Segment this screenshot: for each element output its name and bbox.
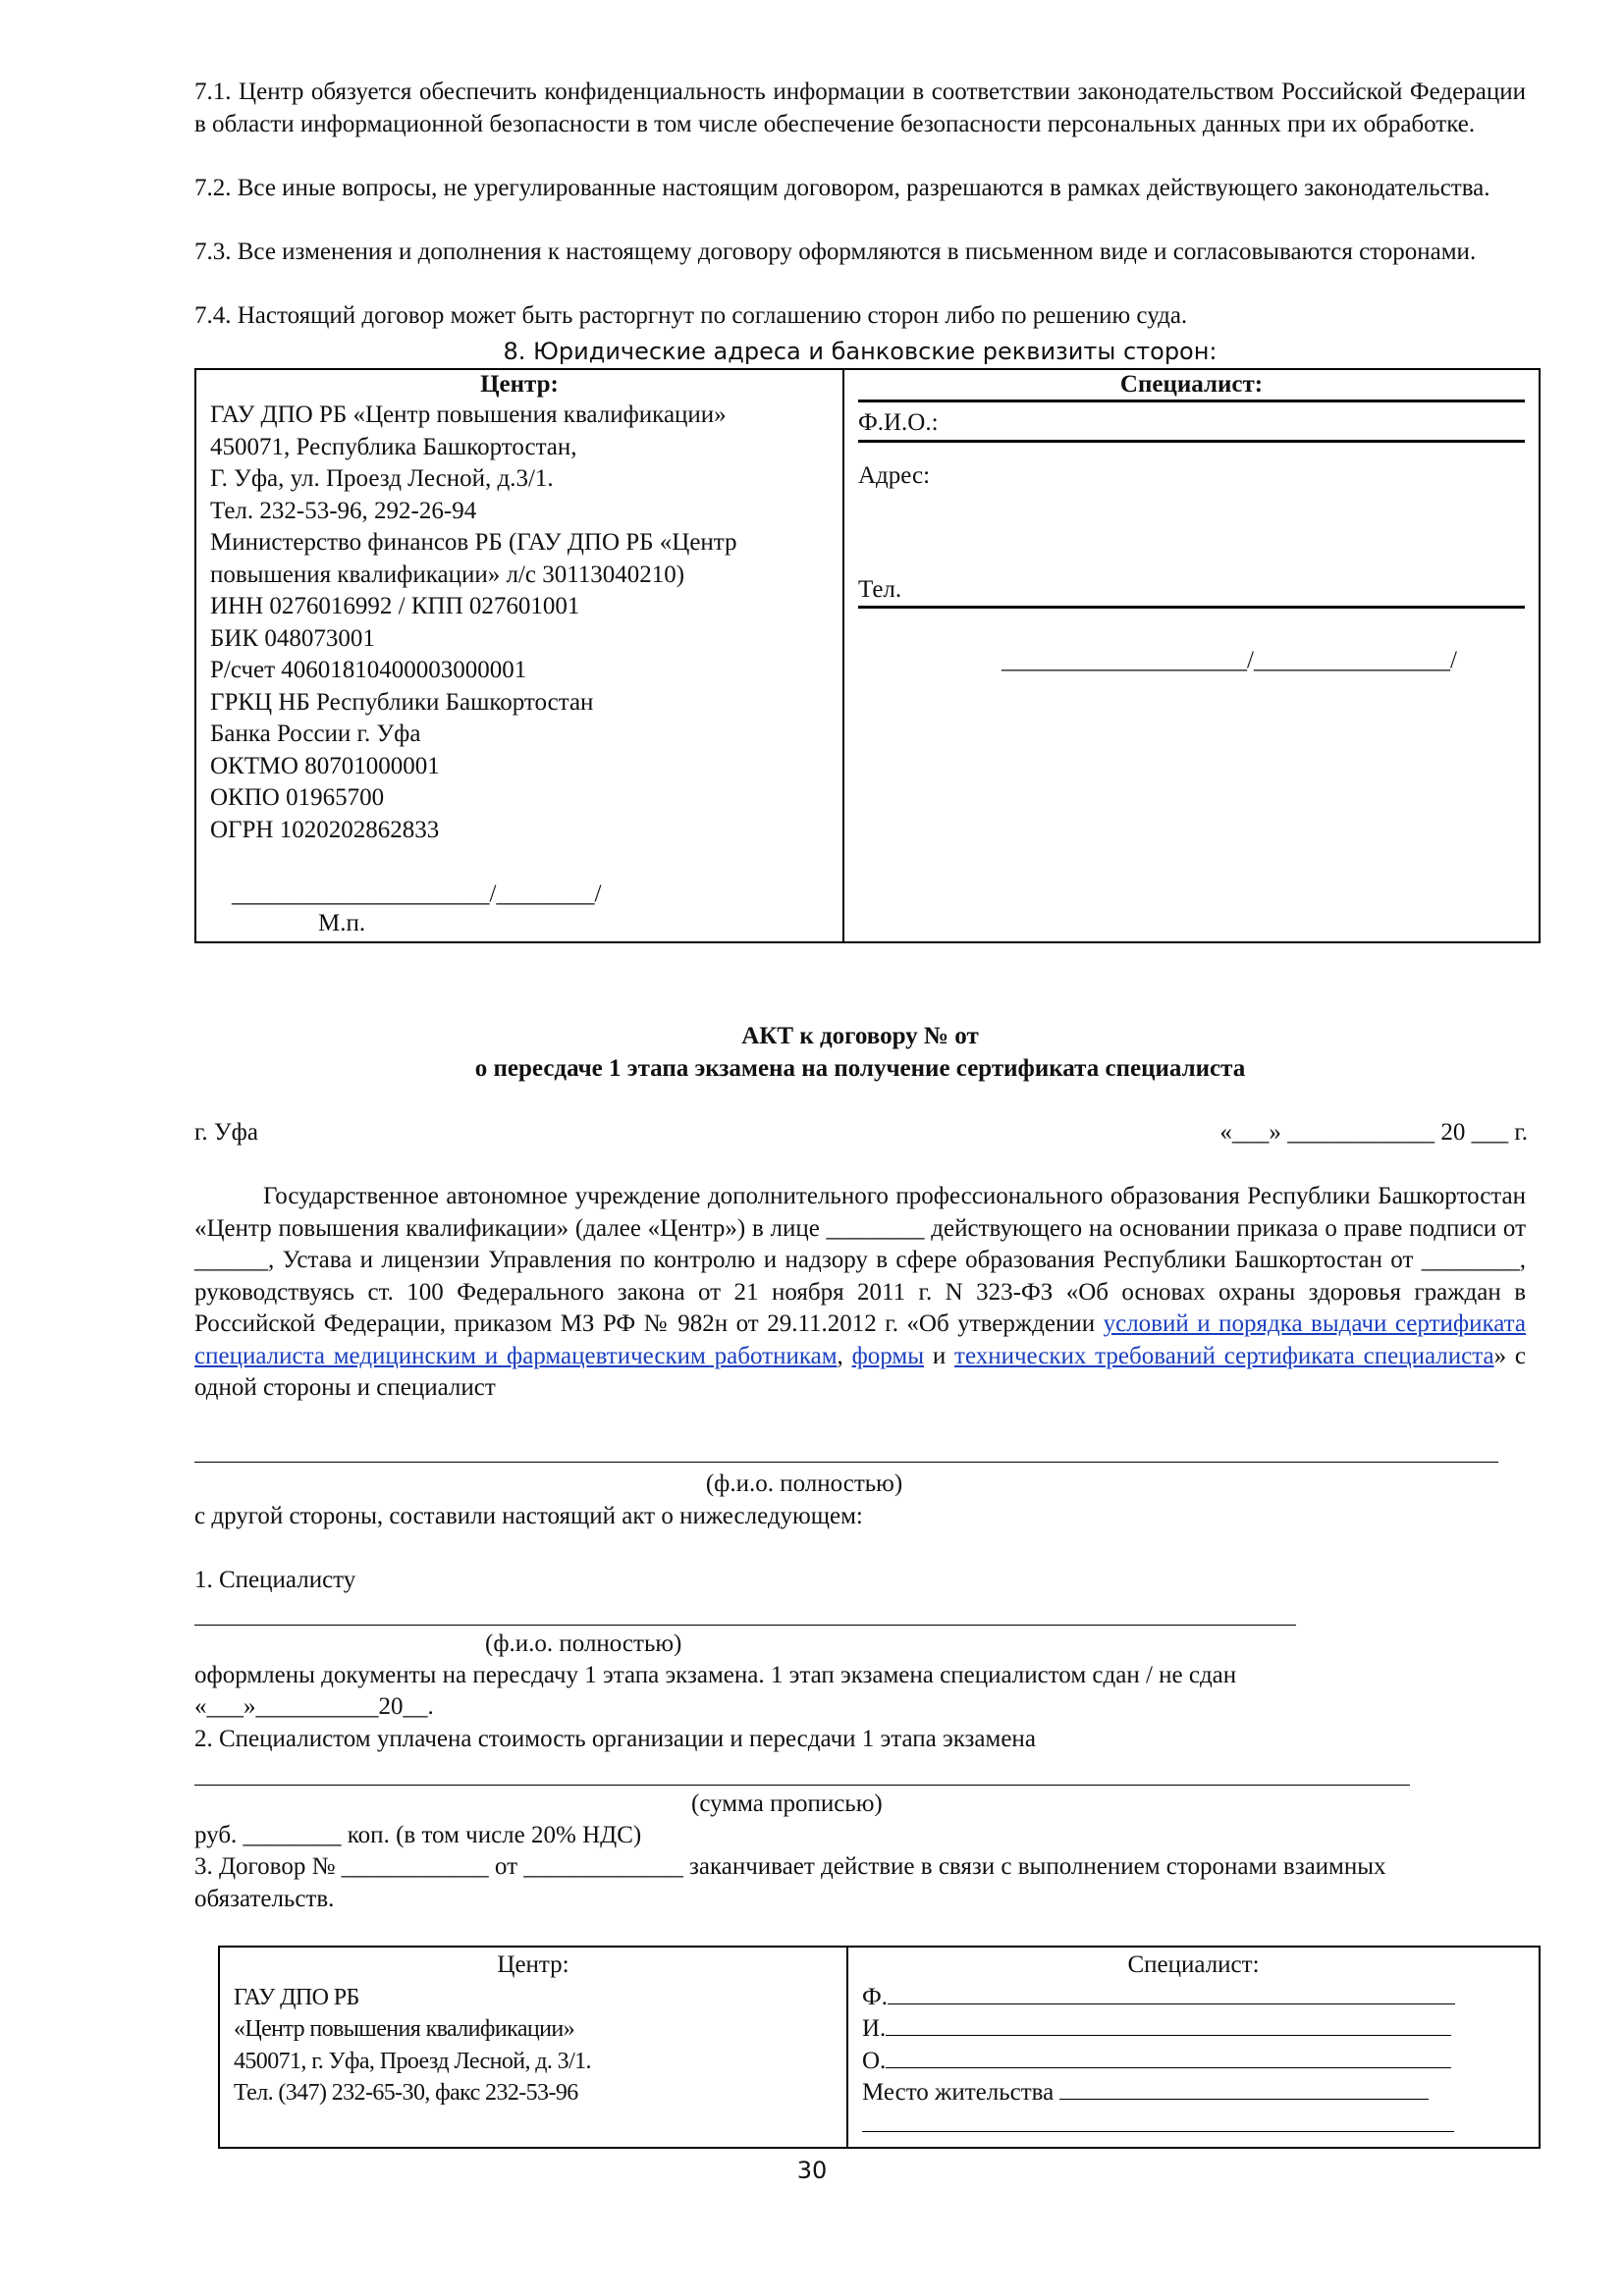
center-signature-cell [219,1947,847,2148]
link-form[interactable]: формы [851,1342,925,1369]
sig-center-line: «Центр повышения квалификации» [234,2016,575,2042]
act-subtitle: о пересдаче 1 этапа экзамена на получение сертификата специалиста [474,1055,1246,1082]
center-title: Центр: [480,371,559,398]
clause-7-3: 7.3. Все изменения и дополнения к настоящему договору оформляются в письменном виде и согласовываются сторонами. [194,239,1477,265]
sum-line [194,1785,1410,1786]
link-separator: , [837,1342,852,1369]
sig-spec-title: Специалист: [1127,1951,1260,1978]
fio-caption: (ф.и.о. полностью) [705,1470,903,1497]
item-1-text: оформлены документы на пересдачу 1 этапа экзамена. 1 этап экзамена специалистом сдан / не сдан [194,1662,1237,1688]
link-separator: и [924,1342,955,1369]
sig-center-line: 450071, г. Уфа, Проезд Лесной, д. 3/1. [234,2048,591,2074]
act-intro-text: Государственное автономное учреждение дополнительного профессионального образования Республики Башкортостан «Центр повышения квалификации» (далее «Центр») в лице ________ действующего на основании приказа о праве подписи от ______, Устава и лицензии Управления по контролю и надзору в сфере образования Республики Башкортостан от ________, руководствуясь ст. 100 Федерального закона от 21 ноября 2011 г. N 323-ФЗ «Об основах охраны здоровья граждан в Российской Федерации, приказом МЗ РФ № 982н от 29.11.2012 г. «Об утверждении [194,1183,1526,1337]
specialist-requisites-cell [843,369,1540,942]
sig-f-line [888,2003,1455,2004]
center-requisite-line: ОКПО 01965700 [210,784,385,811]
signature-table [218,1946,1541,2149]
specialist-fio-field: Ф.И.О.: [858,402,1525,443]
sig-i-line [886,2035,1451,2036]
center-requisite-line: Банка России г. Уфа [210,721,421,747]
center-requisite-line: ГАУ ДПО РБ «Центр повышения квалификации» [210,401,727,428]
section-8-heading: 8. Юридические адреса и банковские реквизиты сторон: [503,338,1218,365]
sum-caption: (сумма прописью) [691,1790,883,1817]
act-title: АКТ к договору № от [741,1023,979,1049]
item-1-label: 1. Специалисту [194,1567,356,1593]
specialist-signature-cell [847,1947,1540,2148]
rub-line: руб. ________ коп. (в том числе 20% НДС) [194,1822,642,1848]
clause-7-2: 7.2. Все иные вопросы, не урегулированные настоящим договором, разрешаются в рамках действующего законодательства. [194,175,1490,201]
sig-residence-row [862,2077,1525,2109]
center-requisite-line: 450071, Республика Башкортостан, [210,433,577,460]
center-requisite-line: Тел. 232-53-96, 292-26-94 [210,497,477,524]
item-1-date: «___»__________20__. [194,1693,434,1720]
act-date: «___» ____________ 20 ___ г. [1219,1119,1528,1146]
specialist-title: Специалист: [858,370,1525,402]
center-signature-line: _____________________/________/ [232,881,602,907]
act-intro-paragraph [194,1181,1526,1405]
other-side-text: с другой стороны, составили настоящий акт о нижеследующем: [194,1503,863,1529]
requisites-table [194,368,1541,943]
center-requisite-line: ОГРН 1020202862833 [210,816,440,843]
link-certificate-conditions[interactable]: условий и порядка выдачи сертификата специалиста медицинским и фармацевтическим работникам [194,1310,1526,1369]
center-requisite-line: ИНН 0276016992 / КПП 027601001 [210,593,580,619]
stamp-label: М.п. [318,910,366,936]
center-requisites-cell [195,369,843,942]
sig-i-row [862,2013,1525,2046]
item-3-text: 3. Договор № ____________ от _____________ заканчивает действие в связи с выполнением сторонами взаимных обязательств. [194,1853,1386,1912]
act-intro-end: » с одной стороны и специалист [194,1342,1526,1401]
sig-center-line: ГАУ ДПО РБ [234,1984,359,2010]
center-requisite-line: ГРКЦ НБ Республики Башкортостан [210,688,594,716]
sig-f-label: Ф. [862,1983,889,2010]
item-1-name-line [194,1625,1296,1626]
sig-residence-label: Место жительства [862,2079,1055,2106]
sig-o-row [862,2046,1525,2078]
sig-i-label: И. [862,2015,887,2042]
center-requisite-line: БИК 048073001 [210,624,375,652]
clause-7-4: 7.4. Настоящий договор может быть расторгнут по соглашению сторон либо по решению суда. [194,302,1188,329]
center-requisite-line: Г. Уфа, ул. Проезд Лесной, д.3/1. [210,465,554,492]
center-requisite-line: повышения квалификации» л/с 30113040210) [210,561,685,588]
center-requisite-line: Министерство финансов РБ (ГАУ ДПО РБ «Центр [210,529,737,556]
sig-o-line [886,2067,1451,2068]
sig-center-line: Тел. (347) 232-65-30, факс 232-53-96 [234,2080,578,2106]
sig-residence-line-2 [862,2131,1454,2132]
specialist-signature-line: ____________________/________________/ [1001,647,1457,673]
sig-f-row [862,1982,1525,2014]
sig-residence-row-2 [862,2109,1525,2142]
specialist-phone-field: Тел. [858,574,1525,609]
page-number: 30 [796,2157,828,2184]
link-technical-requirements[interactable]: технических требований сертификата специалиста [954,1342,1494,1369]
sig-residence-line [1059,2099,1429,2100]
specialist-name-line [194,1462,1498,1463]
sig-center-lines [234,1982,833,2109]
act-city: г. Уфа [194,1119,258,1146]
sig-o-label: О. [862,2047,887,2074]
center-requisites-lines [210,400,829,846]
item-2-text: 2. Специалистом уплачена стоимость организации и пересдачи 1 этапа экзамена [194,1726,1036,1752]
fio-caption-2: (ф.и.о. полностью) [485,1630,682,1657]
center-requisite-line: ОКТМО 80701000001 [210,752,440,779]
center-requisite-line: Р/счет 40601810400003000001 [210,657,527,683]
specialist-address-label: Адрес: [858,462,931,489]
clause-7-1: 7.1. Центр обязуется обеспечить конфиденциальность информации в соответствии законодательством Российской Федерации в области информационной безопасности в том числе обеспечение безопасности персональных данных при их обработке. [194,79,1526,137]
sig-center-title: Центр: [497,1951,569,1978]
